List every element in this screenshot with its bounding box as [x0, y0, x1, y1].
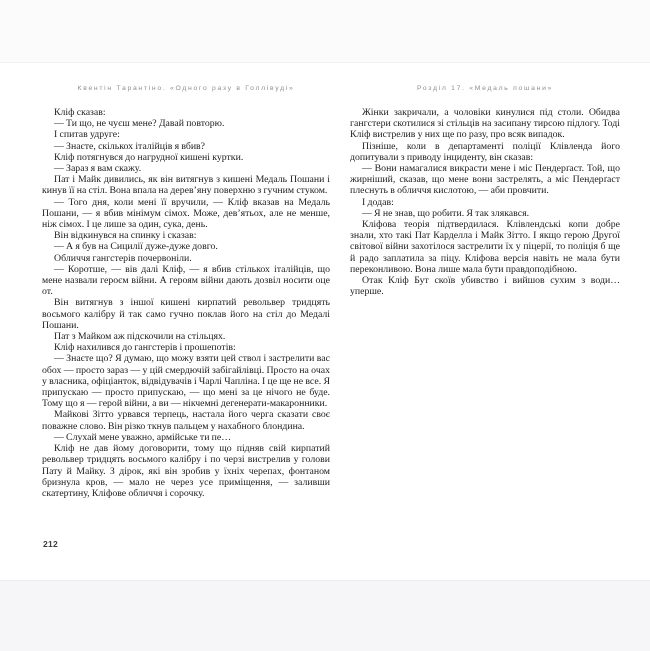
- text-column-right: [350, 107, 620, 297]
- paragraph: — Ти що, не чуєш мене? Давай повторю.: [54, 118, 225, 130]
- paragraph: — А я був на Сицилії дуже-дуже довго.: [54, 241, 218, 253]
- paragraph: І спитав удруге:: [54, 129, 120, 141]
- reader-background-bottom: [0, 580, 650, 651]
- paragraph: — Знаєте, скількох італійців я вбив?: [54, 140, 206, 152]
- running-header-book-title: Квентін Тарантіно. «Одного разу в Голлівуді»: [77, 85, 295, 92]
- paragraph: — Слухай мене уважно, армійське ти пе…: [54, 431, 232, 443]
- paragraph: Кліф не дав йому договорити, тому що підняв свій кирпатий револьвер тридцять восьмого калібру і по черзі вистрелив у голови Пату й Майку. З дірок, які він зробив у їхніх черепах, фонтаном бризнула кров, — мало не через усе приміщення, — заливши скатертину, Кліфове обличчя і сорочку.: [42, 443, 330, 499]
- running-header-chapter-title: Розділ 17. «Медаль пошани»: [416, 85, 554, 92]
- paragraph: — Того дня, коли мені її вручили, — Кліф вказав на Медаль Пошани, — я вбив мінімум сімох. Може, дев’ятьох, але не менше, ніж сімох. І це лише за один, сука, день.: [42, 196, 330, 231]
- paragraph: Жінки закричали, а чоловіки кинулися під столи. Обидва гангстери скотилися зі стільців на засипану тирсою підлогу. Тоді Кліф вистрелив у них ще по разу, про всяк випадок.: [350, 107, 620, 141]
- paragraph: Пат і Майк дивились, як він витягнув з кишені Медаль Пошани і кинув її на стіл. Вона впала на дерев’яну поверхню з гучним стуком.: [42, 174, 330, 197]
- paragraph: — Я не знав, що робити. Я так злякався.: [362, 207, 530, 219]
- paragraph: — Коротше, — вів далі Кліф, — я вбив стількох італійців, що мене назвали героєм війни. А героям війни дають дозвіл носити оце от.: [42, 263, 330, 298]
- paragraph: Він відкинувся на спинку і сказав:: [54, 230, 197, 242]
- paragraph: Обличчя гангстерів почервоніли.: [54, 252, 192, 264]
- paragraph: Кліф потягнувся до нагрудної кишені куртки.: [54, 151, 244, 163]
- reader-background-top: [0, 0, 650, 63]
- paragraph: Кліф сказав:: [54, 107, 106, 118]
- paragraph: Майкові Зітто урвався терпець, настала його черга сказати своє поважне слово. Він різко ткнув пальцем у нахабного блондина.: [42, 409, 330, 432]
- paragraph: Він витягнув з іншої кишені кирпатий револьвер тридцять восьмого калібру й так само гучно поклав його на стіл до Медалі Пошани.: [42, 297, 330, 331]
- paragraph: Кліфова теорія підтвердилася. Клівлендські копи добре знали, хто такі Пат Карделла і Майк Зітто. І якщо герою Другої світової війни захотілося застрелити їх у піцерії, то поліція б ще й радо заплатила за піцу. Кліфова версія навіть не мала бути переконливою. Вона лише мала бути правдоподібною.: [350, 219, 620, 275]
- book-page-spread: [0, 63, 650, 580]
- page-number: 212: [43, 539, 59, 549]
- paragraph: Кліф нахилився до гангстерів і прошепотів:: [54, 342, 236, 354]
- paragraph: Отак Кліф Бут скоїв убивство і вийшов сухим з води… уперше.: [350, 275, 620, 298]
- paragraph: Пат з Майком аж підскочили на стільцях.: [54, 331, 226, 343]
- paragraph: І додав:: [362, 196, 394, 208]
- paragraph: — Вони намагалися викрасти мене і міс Пендерґаст. Той, що жирніший, сказав, що мене вони застрелять, а міс Пендерґаст плеснуть в обличчя кислотою, — аби провчити.: [350, 163, 620, 197]
- text-column-left: [42, 107, 330, 499]
- paragraph: — Зараз я вам скажу.: [54, 163, 142, 175]
- paragraph: — Знаєте що? Я думаю, що можу взяти цей ствол і застрелити вас обох — просто зараз — у цій смердючій забігайлівці. Просто на очах у власника, офіціанток, відвідувачів і Чарлі Чапліна. І це ще не все. Я припускаю — просто припускаю, — що мені за це нічого не буде. Тому що я — герой війни, а ви — нікчемні дегенерати-макаронники.: [42, 353, 330, 410]
- paragraph: Пізніше, коли в департаменті поліції Клівленда його допитували з приводу інциденту, він сказав:: [350, 140, 620, 163]
